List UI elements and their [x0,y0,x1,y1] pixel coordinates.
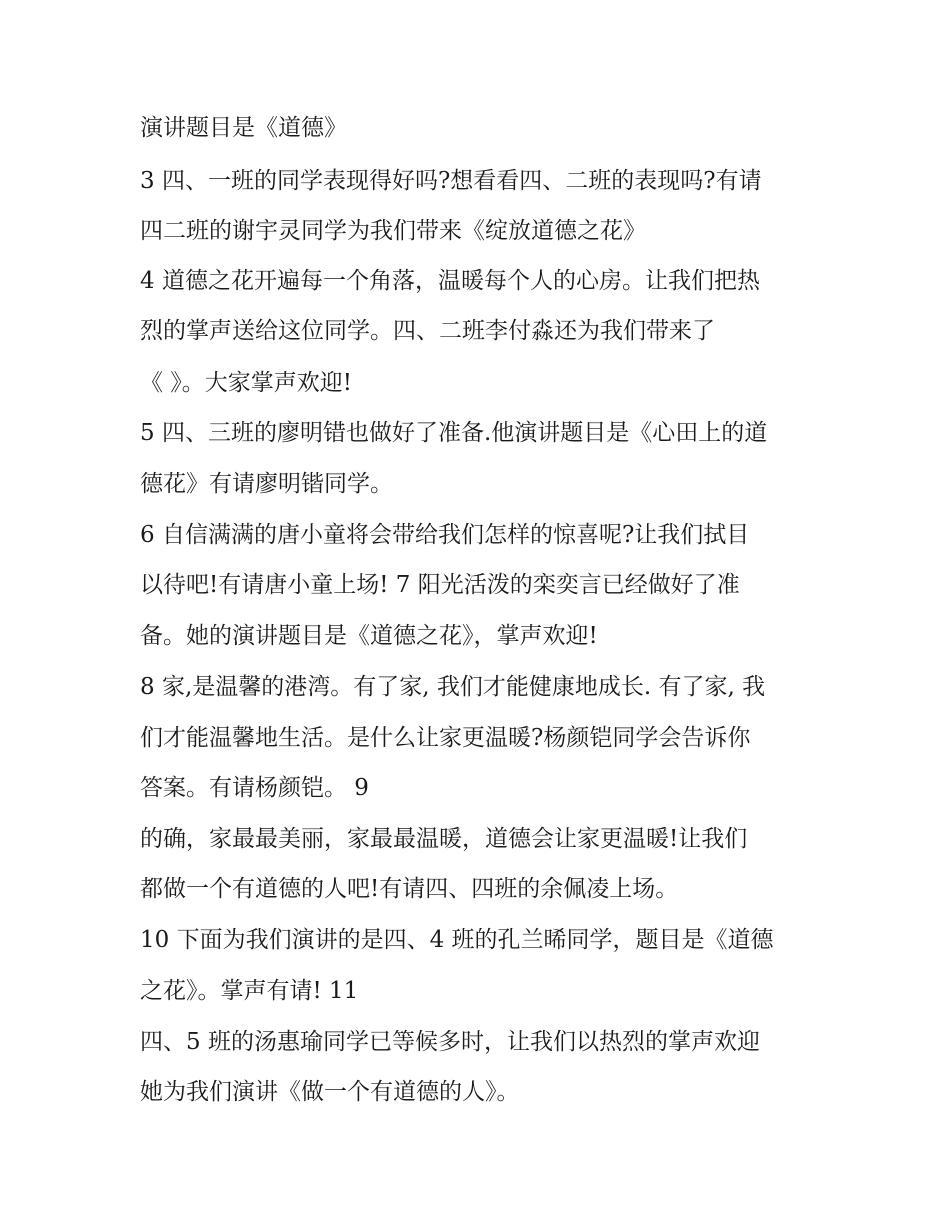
text-line: 们才能温馨地生活。是什么让家更温暖?杨颜铠同学会告诉你 [140,725,751,751]
text-line: 10 下面为我们演讲的是四、4 班的孔兰晞同学，题目是《道德 [140,927,774,953]
text-line: 答案。有请杨颜铠。 9 [140,775,369,801]
text-line: 演讲题目是《道德》 [140,115,347,141]
text-line: 4 道德之花开遍每一个角落，温暖每个人的心房。让我们把热 [140,268,760,294]
text-line: 的确，家最最美丽，家最最温暖，道德会让家更温暖!让我们 [140,826,748,852]
text-line: 3 四、一班的同学表现得好吗?想看看四、二班的表现吗?有请 [140,168,762,194]
text-line: 备。她的演讲题目是《道德之花》，掌声欢迎! [140,623,598,649]
text-line: 之花》。掌声有请! 11 [140,978,359,1004]
text-line: 以待吧!有请唐小童上场! 7 阳光活泼的栾奕言已经做好了准 [140,572,740,598]
text-line: 都做一个有道德的人吧!有请四、四班的余佩凌上场。 [140,876,679,902]
text-line: 烈的掌声送给这位同学。四、二班李付淼还为我们带来了 [140,318,715,344]
text-line: 德花》有请廖明锴同学。 [140,471,393,497]
text-line: 8 家,是温馨的港湾。有了家, 我们才能健康地成长. 有了家, 我 [140,674,766,700]
text-line: 她为我们演讲《做一个有道德的人》。 [140,1079,520,1105]
text-line: 四、5 班的汤惠瑜同学已等候多时，让我们以热烈的掌声欢迎 [140,1029,760,1055]
text-line: 《 》。大家掌声欢迎! [140,370,353,396]
text-line: 6 自信满满的唐小童将会带给我们怎样的惊喜呢?让我们拭目 [140,522,750,548]
text-line: 5 四、三班的廖明错也做好了准备.他演讲题目是《心田上的道 [140,420,768,446]
text-line: 四二班的谢宇灵同学为我们带来《绽放道德之花》 [140,218,646,244]
